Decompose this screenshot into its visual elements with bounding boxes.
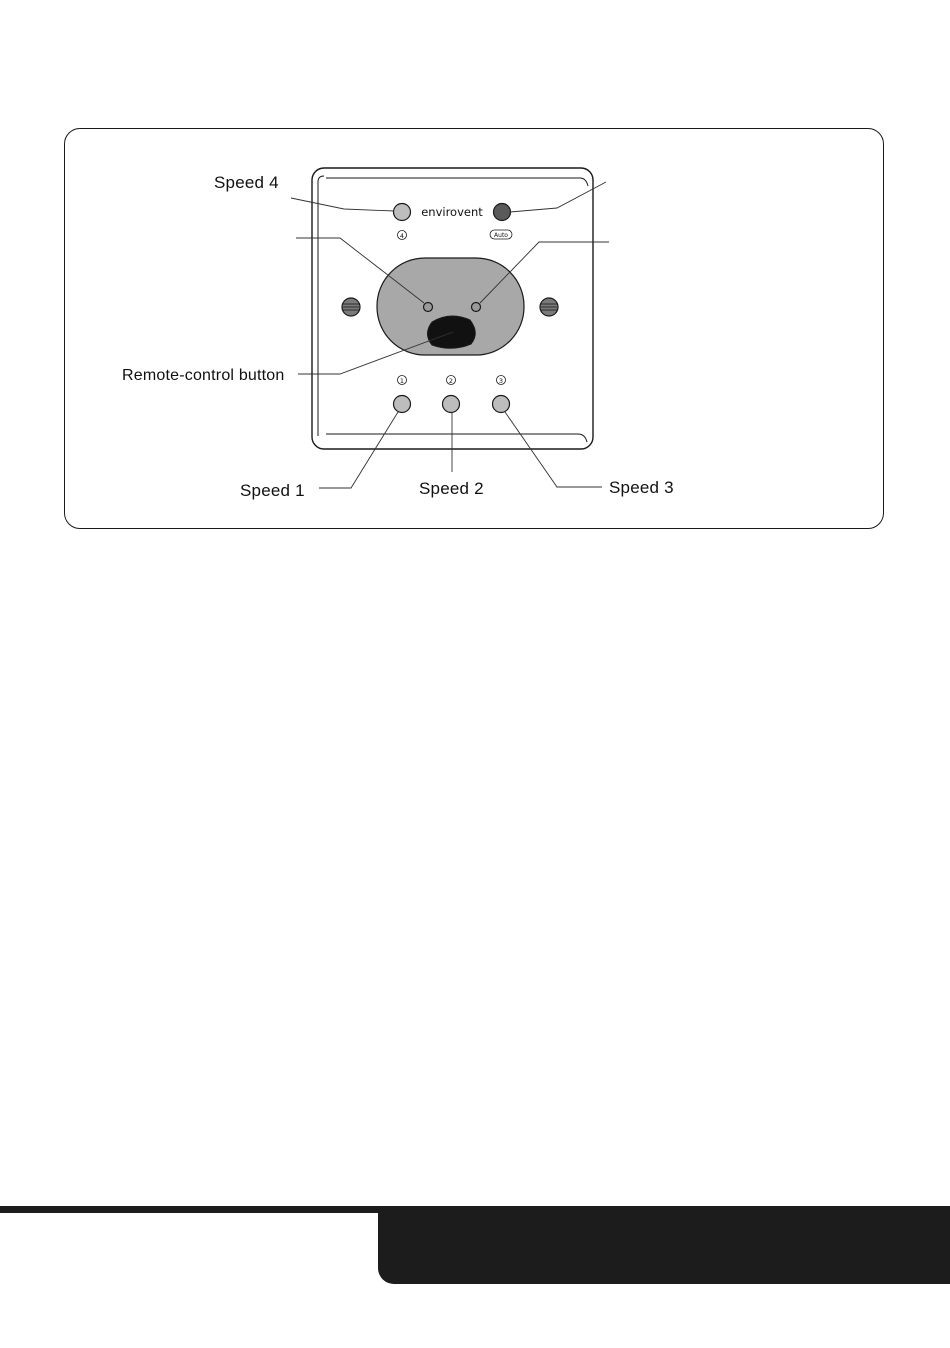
svg-text:2: 2	[448, 377, 454, 385]
screw-right-icon	[540, 298, 558, 316]
remote-control-button	[428, 316, 476, 348]
speed-3-label: Speed 3	[609, 478, 674, 497]
led-left	[424, 303, 433, 312]
svg-text:1: 1	[399, 377, 405, 385]
speed-1-button	[394, 396, 411, 413]
speed-4-label: Speed 4	[214, 173, 279, 192]
auto-button	[494, 204, 511, 221]
speed-2-button	[443, 396, 460, 413]
speed-4-button	[394, 204, 411, 221]
speed-3-button	[493, 396, 510, 413]
led-right	[472, 303, 481, 312]
speed-1-label: Speed 1	[240, 481, 305, 500]
footer-bar	[378, 1206, 950, 1284]
svg-text:Auto: Auto	[494, 232, 508, 239]
svg-text:4: 4	[399, 232, 405, 240]
screw-left-icon	[342, 298, 360, 316]
svg-text:3: 3	[498, 377, 504, 385]
brand-logo: envirovent	[421, 205, 483, 219]
speed-2-label: Speed 2	[419, 479, 484, 498]
remote-control-button-label: Remote-control button	[122, 367, 285, 384]
